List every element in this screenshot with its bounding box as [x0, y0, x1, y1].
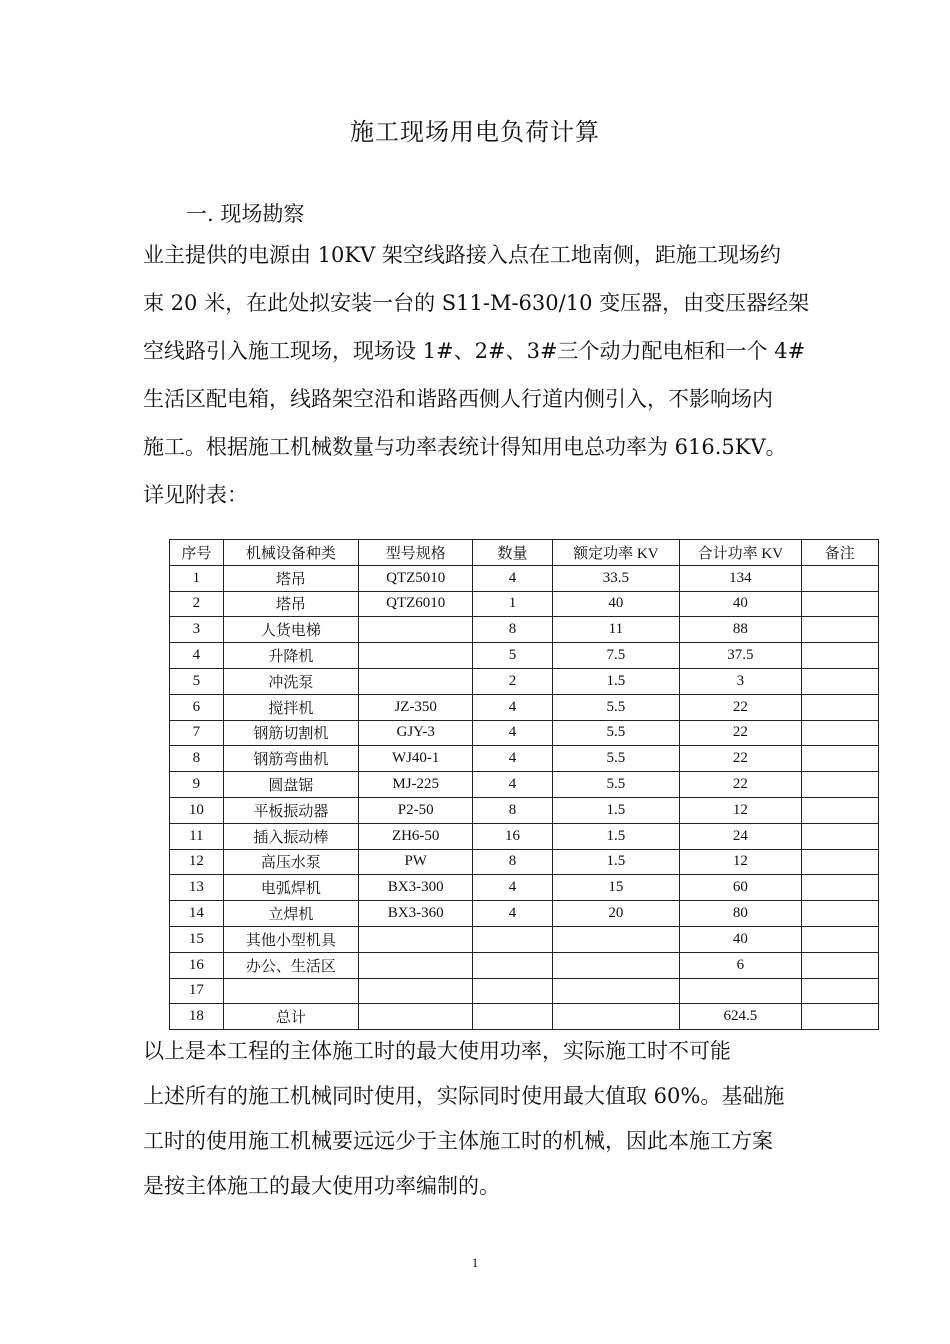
cell-total-power: 40 [680, 591, 802, 617]
table-row [170, 772, 879, 798]
table-row [170, 952, 879, 978]
cell-remarks [801, 901, 878, 927]
cell-model: QTZ6010 [359, 591, 473, 617]
cell-quantity [473, 952, 552, 978]
header-cell-quantity: 数量 [473, 540, 552, 566]
cell-index: 16 [170, 952, 224, 978]
cell-rated-power: 5.5 [552, 746, 679, 772]
cell-total-power: 22 [680, 772, 802, 798]
cell-equipment: 升降机 [223, 643, 358, 669]
cell-remarks [801, 875, 878, 901]
cell-equipment: 办公、生活区 [223, 952, 358, 978]
header-cell-equipment: 机械设备种类 [223, 540, 358, 566]
cell-equipment: 冲洗泵 [223, 668, 358, 694]
cell-index: 18 [170, 1004, 224, 1030]
cell-rated-power [552, 952, 679, 978]
cell-total-power: 12 [680, 797, 802, 823]
cell-model: WJ40-1 [359, 746, 473, 772]
cell-rated-power: 11 [552, 617, 679, 643]
cell-total-power: 80 [680, 901, 802, 927]
cell-model [359, 668, 473, 694]
cell-rated-power [552, 1004, 679, 1030]
paragraph-line: 工时的使用施工机械要远远少于主体施工时的机械，因此本施工方案 [143, 1129, 773, 1153]
cell-model [359, 643, 473, 669]
cell-rated-power [552, 926, 679, 952]
cell-rated-power: 40 [552, 591, 679, 617]
cell-total-power: 24 [680, 823, 802, 849]
cell-equipment: 塔吊 [223, 565, 358, 591]
cell-remarks [801, 823, 878, 849]
cell-equipment: 平板振动器 [223, 797, 358, 823]
cell-model [359, 1004, 473, 1030]
cell-remarks [801, 849, 878, 875]
cell-index: 1 [170, 565, 224, 591]
cell-total-power: 88 [680, 617, 802, 643]
cell-model: JZ-350 [359, 694, 473, 720]
cell-quantity: 4 [473, 565, 552, 591]
table-row [170, 849, 879, 875]
cell-remarks [801, 720, 878, 746]
cell-quantity: 4 [473, 720, 552, 746]
cell-total-power: 40 [680, 926, 802, 952]
cell-total-power: 3 [680, 668, 802, 694]
cell-quantity: 4 [473, 772, 552, 798]
cell-model: ZH6-50 [359, 823, 473, 849]
cell-equipment: 其他小型机具 [223, 926, 358, 952]
cell-model [359, 978, 473, 1004]
cell-remarks [801, 643, 878, 669]
cell-index: 7 [170, 720, 224, 746]
cell-quantity: 8 [473, 617, 552, 643]
cell-total-power: 22 [680, 694, 802, 720]
cell-remarks [801, 926, 878, 952]
cell-equipment: 插入振动棒 [223, 823, 358, 849]
cell-total-power: 624.5 [680, 1004, 802, 1030]
cell-rated-power [552, 978, 679, 1004]
cell-quantity: 4 [473, 901, 552, 927]
cell-remarks [801, 746, 878, 772]
cell-remarks [801, 797, 878, 823]
document-title: 施工现场用电负荷计算 [350, 118, 600, 146]
cell-rated-power: 5.5 [552, 720, 679, 746]
cell-rated-power: 1.5 [552, 797, 679, 823]
table-row [170, 797, 879, 823]
cell-model [359, 926, 473, 952]
cell-model: BX3-300 [359, 875, 473, 901]
header-cell-rated-power: 额定功率 KV [552, 540, 679, 566]
cell-index: 10 [170, 797, 224, 823]
paragraph-line: 施工。根据施工机械数量与功率表统计得知用电总功率为 616.5KV。 [143, 435, 787, 459]
cell-equipment: 圆盘锯 [223, 772, 358, 798]
cell-quantity: 8 [473, 849, 552, 875]
cell-remarks [801, 617, 878, 643]
table-row [170, 746, 879, 772]
cell-equipment: 总计 [223, 1004, 358, 1030]
cell-index: 8 [170, 746, 224, 772]
cell-quantity [473, 1004, 552, 1030]
cell-quantity: 4 [473, 746, 552, 772]
paragraph-line: 详见附表： [143, 483, 248, 507]
cell-total-power: 22 [680, 720, 802, 746]
cell-total-power [680, 978, 802, 1004]
paragraph-line: 空线路引入施工现场，现场设 1#、2#、3#三个动力配电柜和一个 4# [143, 339, 806, 363]
cell-quantity: 2 [473, 668, 552, 694]
table-row [170, 926, 879, 952]
cell-total-power: 12 [680, 849, 802, 875]
cell-index: 17 [170, 978, 224, 1004]
cell-model: MJ-225 [359, 772, 473, 798]
table-row [170, 823, 879, 849]
cell-quantity [473, 926, 552, 952]
cell-remarks [801, 952, 878, 978]
paragraph-line: 以上是本工程的主体施工时的最大使用功率，实际施工时不可能 [143, 1039, 731, 1063]
paragraph-line: 生活区配电箱，线路架空沿和谐路西侧人行道内侧引入，不影响场内 [143, 387, 773, 411]
table-row [170, 617, 879, 643]
table-body [170, 565, 879, 1029]
cell-model: PW [359, 849, 473, 875]
header-cell-model: 型号规格 [359, 540, 473, 566]
table-row [170, 668, 879, 694]
cell-equipment: 电弧焊机 [223, 875, 358, 901]
cell-total-power: 6 [680, 952, 802, 978]
cell-model [359, 617, 473, 643]
header-cell-remarks: 备注 [801, 540, 878, 566]
table-row [170, 591, 879, 617]
cell-equipment: 塔吊 [223, 591, 358, 617]
cell-model [359, 952, 473, 978]
paragraph-line: 业主提供的电源由 10KV 架空线路接入点在工地南侧，距施工现场约 [143, 243, 781, 267]
cell-remarks [801, 978, 878, 1004]
cell-remarks [801, 668, 878, 694]
table-row [170, 720, 879, 746]
cell-quantity [473, 978, 552, 1004]
paragraph-site-survey [143, 231, 813, 519]
paragraph-line: 上述所有的施工机械同时使用，实际同时使用最大值取 60%。基础施 [143, 1084, 785, 1108]
cell-rated-power: 1.5 [552, 668, 679, 694]
cell-index: 5 [170, 668, 224, 694]
cell-rated-power: 5.5 [552, 772, 679, 798]
table-row [170, 643, 879, 669]
cell-quantity: 5 [473, 643, 552, 669]
cell-index: 14 [170, 901, 224, 927]
cell-equipment: 钢筋弯曲机 [223, 746, 358, 772]
cell-rated-power: 20 [552, 901, 679, 927]
cell-quantity: 4 [473, 875, 552, 901]
cell-equipment: 钢筋切割机 [223, 720, 358, 746]
cell-index: 4 [170, 643, 224, 669]
table-row [170, 565, 879, 591]
cell-total-power: 37.5 [680, 643, 802, 669]
cell-quantity: 16 [473, 823, 552, 849]
cell-model: BX3-360 [359, 901, 473, 927]
cell-rated-power: 33.5 [552, 565, 679, 591]
cell-total-power: 22 [680, 746, 802, 772]
cell-rated-power: 5.5 [552, 694, 679, 720]
header-cell-total-power: 合计功率 KV [680, 540, 802, 566]
cell-rated-power: 7.5 [552, 643, 679, 669]
equipment-power-table [169, 539, 879, 1030]
header-cell-index: 序号 [170, 540, 224, 566]
cell-index: 3 [170, 617, 224, 643]
cell-quantity: 8 [473, 797, 552, 823]
cell-index: 11 [170, 823, 224, 849]
cell-index: 2 [170, 591, 224, 617]
cell-remarks [801, 1004, 878, 1030]
table-row [170, 978, 879, 1004]
cell-remarks [801, 565, 878, 591]
table-row [170, 694, 879, 720]
cell-model: P2-50 [359, 797, 473, 823]
cell-rated-power: 1.5 [552, 823, 679, 849]
cell-remarks [801, 772, 878, 798]
cell-remarks [801, 591, 878, 617]
table-row [170, 901, 879, 927]
paragraph-line: 束 20 米，在此处拟安装一台的 S11-M-630/10 变压器，由变压器经架 [143, 291, 810, 315]
cell-total-power: 60 [680, 875, 802, 901]
table-header-row [170, 540, 879, 566]
cell-rated-power: 1.5 [552, 849, 679, 875]
cell-equipment: 高压水泵 [223, 849, 358, 875]
cell-quantity: 4 [473, 694, 552, 720]
cell-index: 15 [170, 926, 224, 952]
cell-equipment: 人货电梯 [223, 617, 358, 643]
cell-remarks [801, 694, 878, 720]
paragraph-line: 是按主体施工的最大使用功率编制的。 [143, 1174, 500, 1198]
cell-total-power: 134 [680, 565, 802, 591]
cell-model: GJY-3 [359, 720, 473, 746]
cell-quantity: 1 [473, 591, 552, 617]
section-heading: 一. 现场勘察 [186, 202, 305, 226]
cell-index: 9 [170, 772, 224, 798]
cell-model: QTZ5010 [359, 565, 473, 591]
table-row [170, 1004, 879, 1030]
page-number: 1 [471, 1255, 479, 1270]
table-row [170, 875, 879, 901]
cell-index: 6 [170, 694, 224, 720]
cell-index: 13 [170, 875, 224, 901]
cell-equipment: 搅拌机 [223, 694, 358, 720]
cell-index: 12 [170, 849, 224, 875]
cell-equipment: 立焊机 [223, 901, 358, 927]
paragraph-conclusion [143, 1029, 813, 1209]
cell-equipment [223, 978, 358, 1004]
cell-rated-power: 15 [552, 875, 679, 901]
